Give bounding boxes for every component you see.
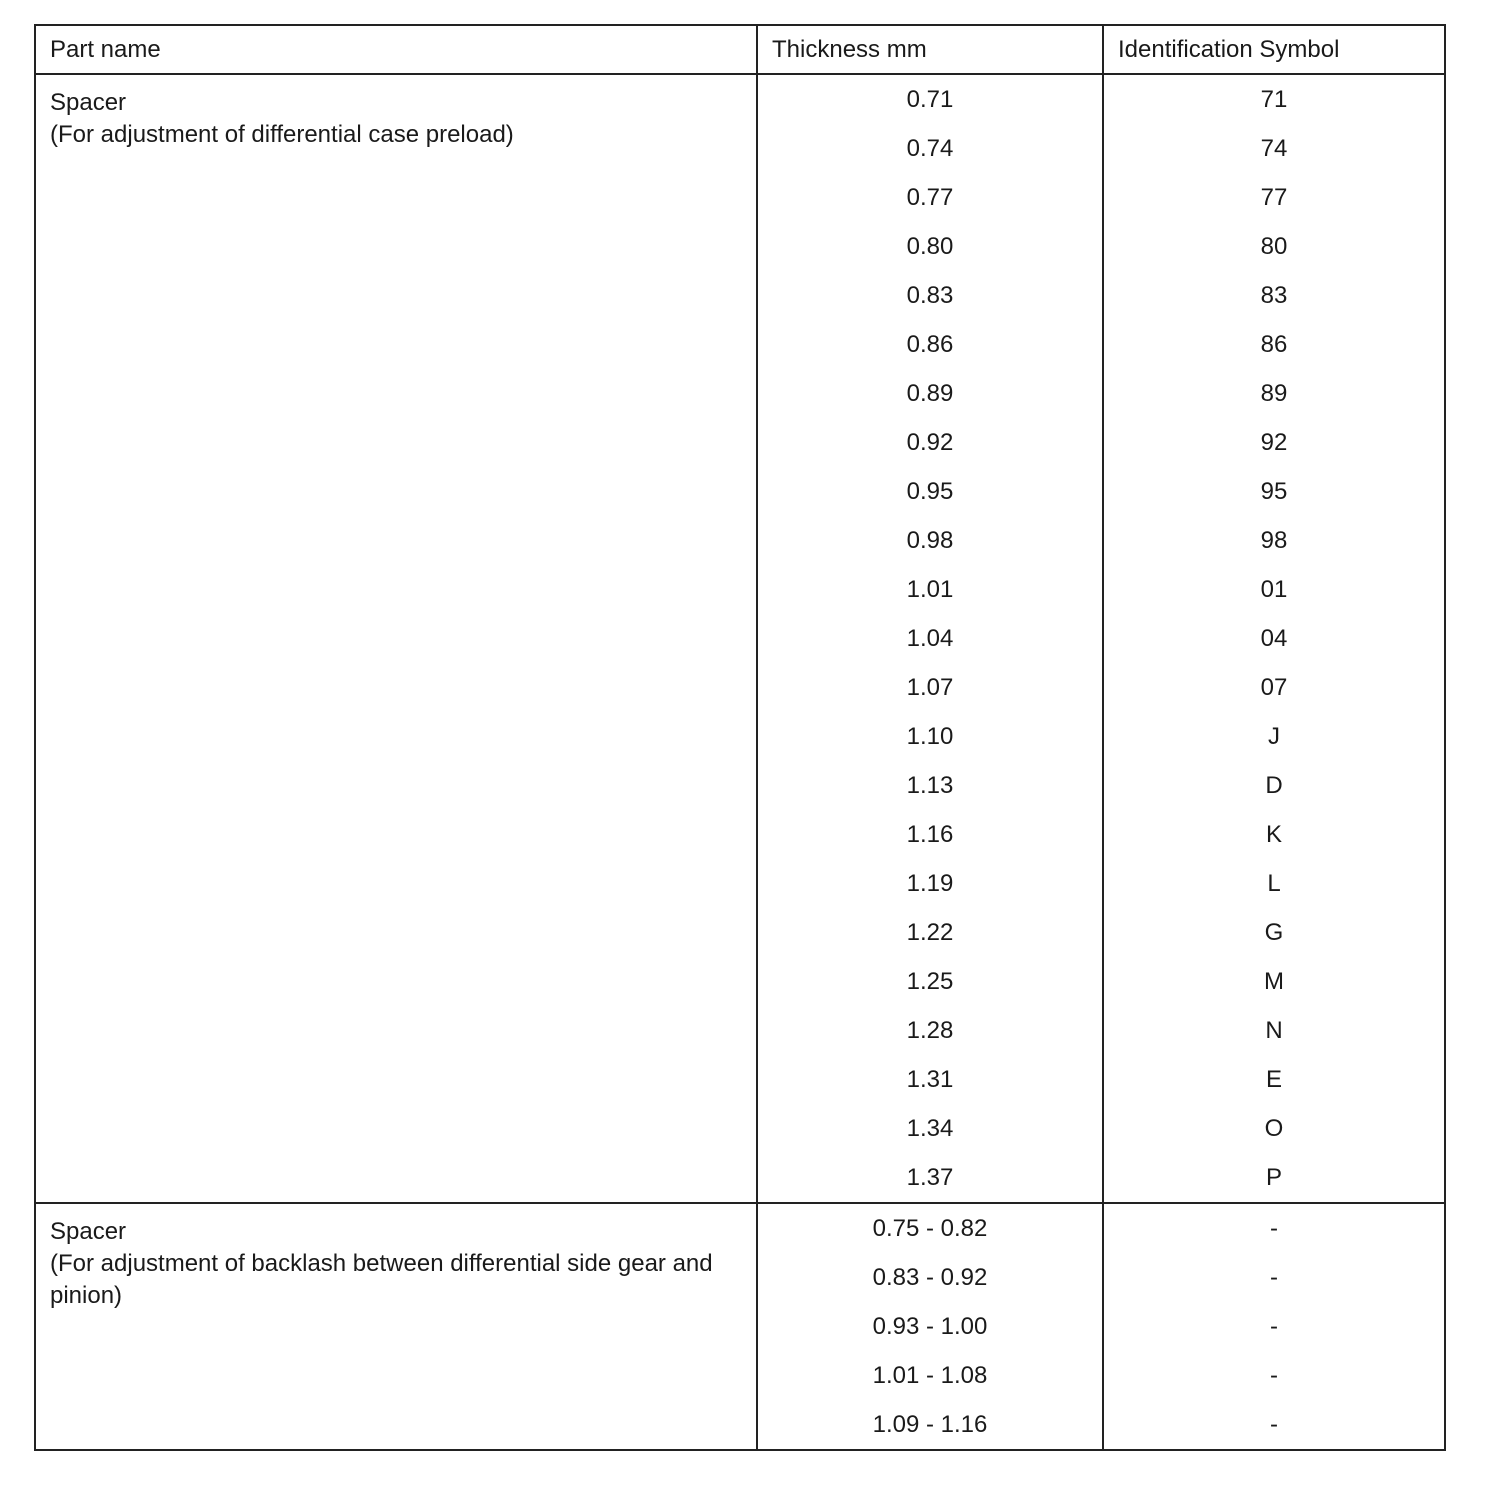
- thickness-cell: 1.07: [757, 663, 1103, 712]
- identification-symbol-cell: N: [1103, 1006, 1445, 1055]
- thickness-cell: 0.89: [757, 369, 1103, 418]
- thickness-cell: 1.01 - 1.08: [757, 1351, 1103, 1400]
- thickness-cell: 1.34: [757, 1104, 1103, 1153]
- identification-symbol-cell: -: [1103, 1302, 1445, 1351]
- identification-symbol-cell: 83: [1103, 271, 1445, 320]
- identification-symbol-cell: -: [1103, 1351, 1445, 1400]
- identification-symbol-cell: 92: [1103, 418, 1445, 467]
- identification-symbol-cell: 95: [1103, 467, 1445, 516]
- part-name-cell: [35, 1203, 757, 1450]
- identification-symbol-cell: G: [1103, 908, 1445, 957]
- identification-symbol-cell: 01: [1103, 565, 1445, 614]
- identification-symbol-cell: 07: [1103, 663, 1445, 712]
- identification-symbol-cell: 86: [1103, 320, 1445, 369]
- spacer-spec-table: [34, 24, 1446, 1451]
- thickness-cell: 1.19: [757, 859, 1103, 908]
- thickness-cell: 0.98: [757, 516, 1103, 565]
- part-description: (For adjustment of backlash between differential side gear and pinion): [50, 1250, 713, 1309]
- thickness-cell: 0.83 - 0.92: [757, 1253, 1103, 1302]
- identification-symbol-cell: -: [1103, 1253, 1445, 1302]
- identification-symbol-cell: 77: [1103, 173, 1445, 222]
- identification-symbol-cell: 74: [1103, 124, 1445, 173]
- part-name-cell: [35, 74, 757, 1203]
- thickness-cell: 0.75 - 0.82: [757, 1203, 1103, 1253]
- identification-symbol-cell: D: [1103, 761, 1445, 810]
- thickness-cell: 1.16: [757, 810, 1103, 859]
- thickness-cell: 0.86: [757, 320, 1103, 369]
- part-description: (For adjustment of differential case preload): [50, 121, 514, 148]
- table-row: [35, 74, 1445, 124]
- thickness-cell: 0.74: [757, 124, 1103, 173]
- header-identification-symbol: Identification Symbol: [1103, 25, 1445, 74]
- thickness-cell: 0.95: [757, 467, 1103, 516]
- identification-symbol-cell: 89: [1103, 369, 1445, 418]
- thickness-cell: 0.92: [757, 418, 1103, 467]
- identification-symbol-cell: K: [1103, 810, 1445, 859]
- identification-symbol-cell: 04: [1103, 614, 1445, 663]
- identification-symbol-cell: E: [1103, 1055, 1445, 1104]
- thickness-cell: 0.93 - 1.00: [757, 1302, 1103, 1351]
- identification-symbol-cell: -: [1103, 1400, 1445, 1450]
- identification-symbol-cell: 98: [1103, 516, 1445, 565]
- thickness-cell: 1.31: [757, 1055, 1103, 1104]
- header-part-name: Part name: [35, 25, 757, 74]
- thickness-cell: 0.83: [757, 271, 1103, 320]
- thickness-cell: 1.37: [757, 1153, 1103, 1203]
- identification-symbol-cell: M: [1103, 957, 1445, 1006]
- thickness-cell: 1.09 - 1.16: [757, 1400, 1103, 1450]
- identification-symbol-cell: J: [1103, 712, 1445, 761]
- table-row: [35, 1203, 1445, 1253]
- thickness-cell: 1.25: [757, 957, 1103, 1006]
- identification-symbol-cell: 71: [1103, 74, 1445, 124]
- thickness-cell: 1.13: [757, 761, 1103, 810]
- part-name: Spacer: [50, 89, 127, 116]
- thickness-cell: 1.28: [757, 1006, 1103, 1055]
- thickness-cell: 0.80: [757, 222, 1103, 271]
- identification-symbol-cell: L: [1103, 859, 1445, 908]
- part-name: Spacer: [50, 1218, 127, 1245]
- thickness-cell: 1.10: [757, 712, 1103, 761]
- thickness-cell: 0.77: [757, 173, 1103, 222]
- header-row: [35, 25, 1445, 74]
- identification-symbol-cell: 80: [1103, 222, 1445, 271]
- thickness-cell: 1.22: [757, 908, 1103, 957]
- header-thickness: Thickness mm: [757, 25, 1103, 74]
- identification-symbol-cell: -: [1103, 1203, 1445, 1253]
- thickness-cell: 1.01: [757, 565, 1103, 614]
- table-body: [35, 74, 1445, 1450]
- thickness-cell: 0.71: [757, 74, 1103, 124]
- identification-symbol-cell: P: [1103, 1153, 1445, 1203]
- thickness-cell: 1.04: [757, 614, 1103, 663]
- identification-symbol-cell: O: [1103, 1104, 1445, 1153]
